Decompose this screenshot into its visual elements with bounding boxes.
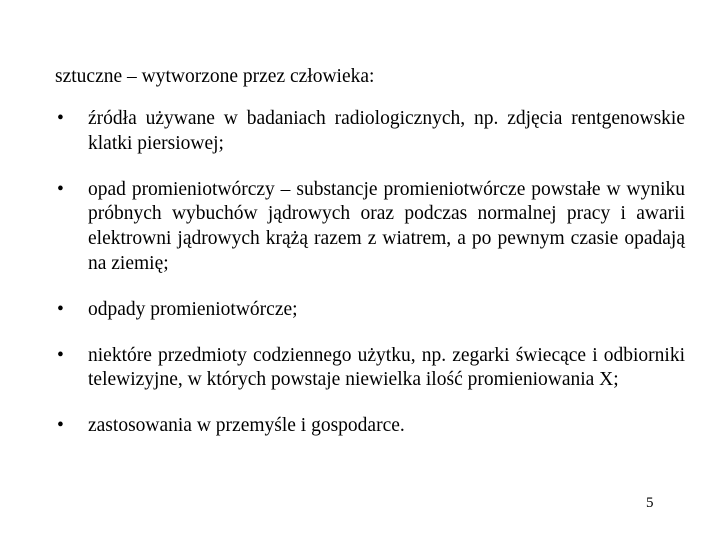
- list-item-text: zastosowania w przemyśle i gospodarce.: [88, 415, 405, 437]
- bullet-icon: •: [57, 108, 64, 129]
- bullet-list: [55, 107, 685, 439]
- list-item: [55, 414, 685, 439]
- list-item: [55, 178, 685, 277]
- bullet-icon: •: [57, 415, 64, 437]
- list-item-text: źródła używane w badaniach radiologicznych, np. zdjęcia rentgenowskie klatki piersiowej;: [88, 108, 685, 154]
- list-item: [55, 344, 685, 394]
- list-item: [55, 107, 685, 157]
- list-item-text: opad promieniotwórczy – substancje promieniotwórcze powstałe w wyniku próbnych wybuchów jądrowych oraz podczas normalnej pracy i awarii elektrowni jądrowych krążą razem z wiatrem, a po pewnym czasie opadają na ziemię;: [88, 178, 685, 274]
- bullet-icon: •: [57, 344, 64, 366]
- list-item-text: odpady promieniotwórcze;: [88, 298, 298, 320]
- list-item-text: niektóre przedmioty codziennego użytku, np. zegarki świecące i odbiorniki telewizyjne, w których powstaje niewielka ilość promieniowania X;: [88, 344, 685, 391]
- bullet-icon: •: [57, 178, 64, 200]
- list-item: [55, 298, 685, 323]
- bullet-icon: •: [57, 298, 64, 320]
- page-number: 5: [646, 495, 654, 511]
- slide-heading: sztuczne – wytworzone przez człowieka:: [55, 66, 375, 87]
